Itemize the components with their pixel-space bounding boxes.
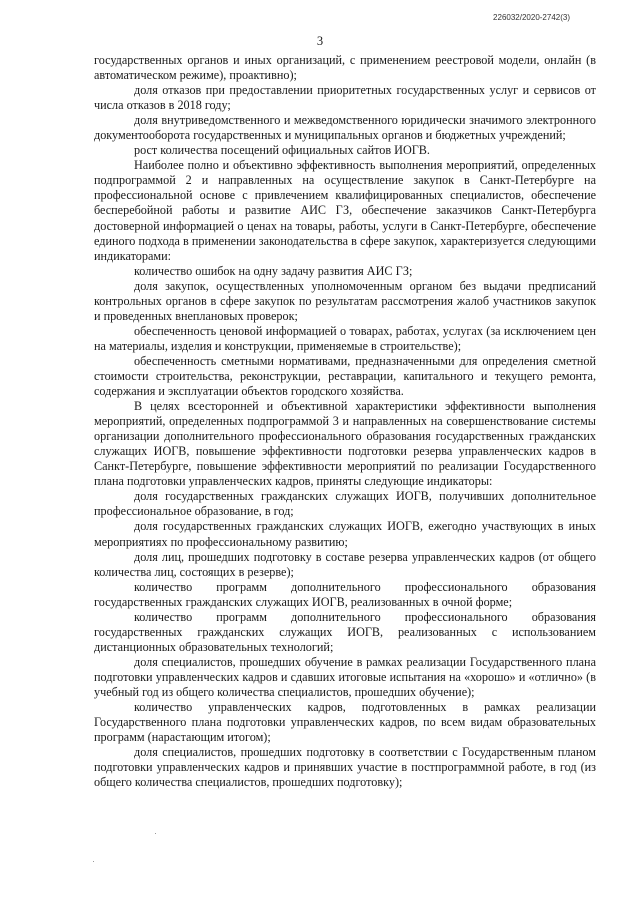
paragraph: государственных органов и иных организаций, с применением реестровой модели, онлайн (в автоматическом режиме), проактивно);	[94, 53, 596, 83]
paragraph: обеспеченность ценовой информацией о товарах, работах, услугах (за исключением цен на материалы, изделия и конструкции, применяемые в строительстве);	[94, 323, 596, 353]
paragraph: количество программ дополнительного профессионального образования государственных гражданских служащих ИОГВ, реализованных в очной форме;	[94, 579, 596, 609]
document-body	[94, 53, 596, 790]
paragraph: доля внутриведомственного и межведомственного юридически значимого электронного документооборота государственных и муниципальных органов и бюджетных учреждений;	[94, 113, 596, 143]
page-number: 3	[316, 34, 324, 48]
paragraph: доля отказов при предоставлении приоритетных государственных услуг и сервисов от числа отказов в 2018 году;	[94, 83, 596, 113]
paragraph: обеспеченность сметными нормативами, предназначенными для определения сметной стоимости строительства, реконструкции, реставрации, капитального и текущего ремонта, содержания и эксплуатации объектов городского хозяйства.	[94, 353, 596, 399]
paragraph: количество ошибок на одну задачу развития АИС ГЗ;	[134, 263, 413, 278]
paragraph: доля лиц, прошедших подготовку в составе резерва управленческих кадров (от общего количества лиц, состоящих в резерве);	[94, 549, 596, 579]
paragraph: количество управленческих кадров, подготовленных в рамках реализации Государственного плана подготовки управленческих кадров, по всем видам образовательных программ (нарастающим итогом);	[94, 700, 596, 745]
paragraph: рост количества посещений официальных сайтов ИОГВ.	[134, 143, 430, 158]
paragraph: Наиболее полно и объективно эффективность выполнения мероприятий, определенных подпрограммой 2 и направленных на осуществление закупок в Санкт-Петербурге на профессиональной основе с привлечением квалифицированных специалистов, обеспечение бесперебойной работы и развитие АИС ГЗ, обеспечение заказчиков Санкт-Петербурга достоверной информацией о ценах на товары, работы, услуги в Санкт-Петербурге, обеспечение единого подхода в применении законодательства в сфере закупок, характеризуется следующими индикаторами:	[94, 158, 596, 263]
document-registration-number: 226032/2020-2742(3)	[493, 13, 570, 22]
paragraph: доля государственных гражданских служащих ИОГВ, ежегодно участвующих в иных мероприятиях по профессиональному развитию;	[94, 519, 596, 549]
paragraph: количество программ дополнительного профессионального образования государственных гражданских служащих ИОГВ, реализованных с использованием дистанционных образовательных технологий;	[94, 609, 596, 654]
scan-speck	[155, 833, 156, 834]
paragraph: доля государственных гражданских служащих ИОГВ, получивших дополнительное профессиональное образование, в год;	[94, 489, 596, 519]
paragraph: В целях всесторонней и объективной характеристики эффективности выполнения мероприятий, определенных подпрограммой 3 и направленных на совершенствование системы организации дополнительного профессионального образования государственных гражданских служащих ИОГВ, повышение эффективности подготовки резерва управленческих кадров в Санкт-Петербурге, повышение эффективности мероприятий по реализации Государственного плана подготовки управленческих кадров, приняты следующие индикаторы:	[94, 399, 596, 489]
paragraph: доля специалистов, прошедших обучение в рамках реализации Государственного плана подготовки управленческих кадров и сдавших итоговые испытания на «хорошо» и «отлично» (в учебный год из общего количества специалистов, прошедших обучение);	[94, 654, 596, 699]
scan-speck	[93, 861, 94, 862]
paragraph: доля специалистов, прошедших подготовку в соответствии с Государственным планом подготовки управленческих кадров и принявших участие в постпрограммной работе, в год (из общего количества специалистов, прошедших подготовку);	[94, 745, 596, 790]
paragraph: доля закупок, осуществленных уполномоченным органом без выдачи предписаний контрольных органов в сфере закупок по результатам рассмотрения жалоб участников закупок и проведенных внеплановых проверок;	[94, 278, 596, 323]
